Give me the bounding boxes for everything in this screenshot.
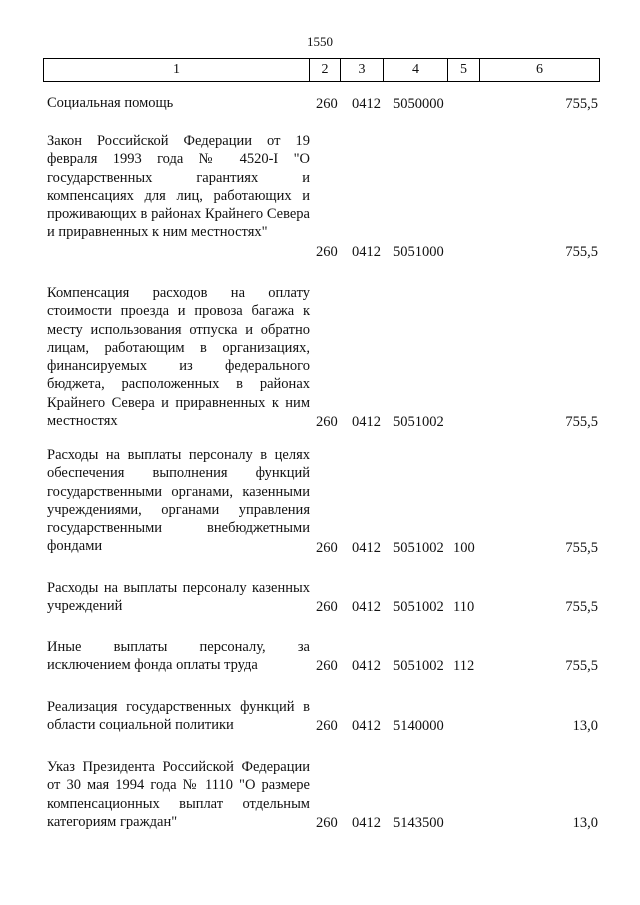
row-code-4: 5051002 [393, 413, 444, 430]
row-amount: 755,5 [565, 243, 598, 260]
row-code-4: 5140000 [393, 717, 444, 734]
row-code-3: 0412 [352, 814, 381, 831]
row-name: Компенсация расходов на оплату стоимости проезда и провоза багажа к месту использования отпуска и обратно лицам, работающим в организациях, финансируемых из федерального бюджета, расположенных в районах Крайнего Севера и приравненных к ним местностях [47, 285, 310, 430]
table-row [0, 698, 640, 735]
row-name: Расходы на выплаты персоналу в целях обеспечения выполнения функций государственными органами, казенными учреждениями, органами управления государственными внебюджетными фондами [47, 447, 310, 555]
row-amount: 755,5 [565, 95, 598, 112]
row-code-5: 110 [453, 598, 475, 615]
row-code-3: 0412 [352, 413, 381, 430]
row-code-5: 100 [453, 539, 475, 556]
column-header-4: 4 [384, 59, 448, 82]
column-header-6: 6 [480, 59, 600, 82]
row-amount: 755,5 [565, 598, 598, 615]
row-code-5: 112 [453, 657, 475, 674]
row-amount: 755,5 [565, 539, 598, 556]
row-code-3: 0412 [352, 598, 381, 615]
row-code-4: 5051002 [393, 598, 444, 615]
row-code-3: 0412 [352, 95, 381, 112]
table-row [0, 94, 640, 113]
page-number: 1550 [307, 34, 333, 49]
row-code-3: 0412 [352, 539, 381, 556]
row-amount: 13,0 [572, 814, 598, 831]
row-name: Расходы на выплаты персоналу казенных учреждений [47, 580, 310, 615]
row-code-3: 0412 [352, 243, 381, 260]
table-row [0, 758, 640, 832]
table-row [0, 638, 640, 675]
row-code-2: 260 [316, 539, 338, 556]
row-code-3: 0412 [352, 717, 381, 734]
row-code-2: 260 [316, 95, 338, 112]
table-row [0, 132, 640, 261]
row-code-4: 5051000 [393, 243, 444, 260]
column-header-row [44, 59, 600, 82]
table-row [0, 446, 640, 557]
row-amount: 755,5 [565, 413, 598, 430]
row-code-2: 260 [316, 814, 338, 831]
row-code-3: 0412 [352, 657, 381, 674]
column-header-1: 1 [44, 59, 310, 82]
row-code-2: 260 [316, 413, 338, 430]
row-name: Указ Президента Российской Федерации от 30 мая 1994 года № 1110 "О размере компенсационных выплат отдельным категориям граждан" [47, 759, 310, 830]
row-code-2: 260 [316, 717, 338, 734]
row-amount: 755,5 [565, 657, 598, 674]
row-code-4: 5051002 [393, 539, 444, 556]
column-header-2: 2 [310, 59, 341, 82]
row-code-4: 5051002 [393, 657, 444, 674]
column-header-5: 5 [448, 59, 480, 82]
table-row [0, 284, 640, 431]
row-code-4: 5050000 [393, 95, 444, 112]
row-name: Закон Российской Федерации от 19 февраля 1993 года № 4520-I "О государственных гарантиях и компенсациях для лиц, работающих и проживающих в районах Крайнего Севера и приравненных к ним местностях" [47, 133, 310, 241]
table-row [0, 579, 640, 616]
row-code-2: 260 [316, 598, 338, 615]
row-code-2: 260 [316, 243, 338, 260]
column-header-table [43, 58, 600, 82]
column-header-3: 3 [341, 59, 384, 82]
row-name: Реализация государственных функций в области социальной политики [47, 699, 310, 734]
row-code-2: 260 [316, 657, 338, 674]
row-amount: 13,0 [572, 717, 598, 734]
row-name: Социальная помощь [47, 95, 174, 111]
row-name: Иные выплаты персоналу, за исключением фонда оплаты труда [47, 639, 310, 674]
row-code-4: 5143500 [393, 814, 444, 831]
